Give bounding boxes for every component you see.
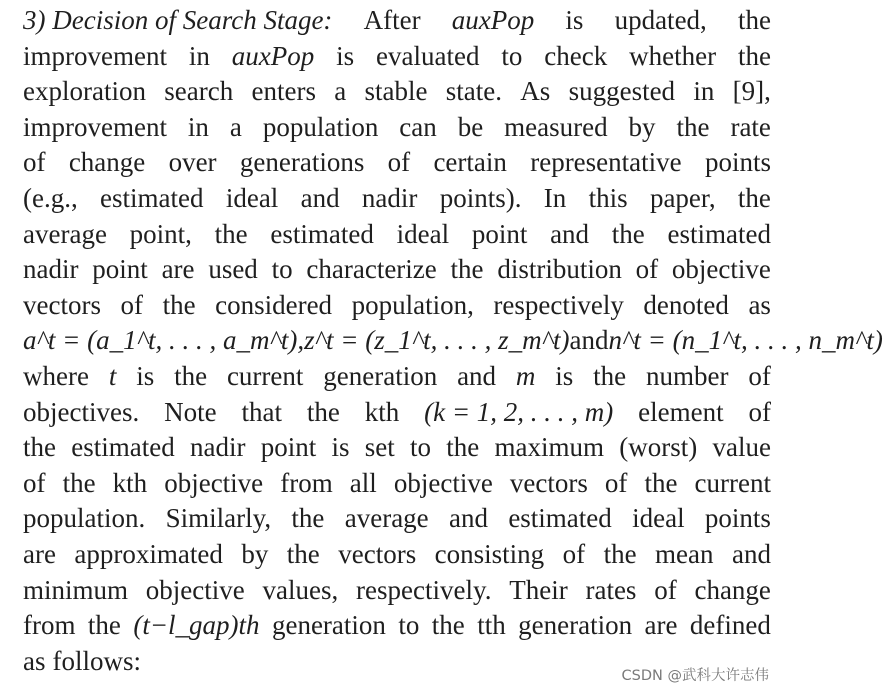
word: current: [226, 360, 304, 391]
text-line-14: [23, 466, 771, 502]
word: change: [694, 574, 771, 605]
word: generation: [518, 610, 633, 641]
word: the: [286, 538, 320, 569]
word: stable: [364, 76, 428, 107]
word: of: [120, 289, 144, 320]
text-line-2: [23, 39, 771, 75]
word: kth: [112, 467, 148, 498]
word: Their: [509, 574, 568, 605]
csdn-watermark: CSDN @武科大许志伟: [621, 668, 769, 684]
word: this: [588, 182, 628, 213]
word: the: [611, 218, 645, 249]
word: to: [271, 254, 293, 285]
text-line-17: [23, 573, 771, 609]
citation: [9],: [732, 76, 771, 107]
word: maximum: [494, 432, 604, 463]
word: point: [471, 218, 528, 249]
word: (worst): [619, 432, 698, 463]
word: value: [712, 432, 771, 463]
word: of: [23, 147, 46, 178]
word: Similarly,: [165, 503, 272, 534]
word: points: [704, 503, 771, 534]
word: improvement: [23, 40, 167, 71]
word: values,: [262, 574, 339, 605]
word: state.: [445, 76, 502, 107]
word: As: [520, 76, 551, 107]
word: follows:: [52, 645, 142, 676]
word: exploration: [23, 76, 146, 107]
word: whether: [629, 40, 717, 71]
word: population.: [23, 503, 146, 534]
word: the: [676, 111, 710, 142]
word: nadir: [189, 432, 246, 463]
word: points: [704, 147, 771, 178]
word: where: [23, 360, 89, 391]
word: a: [334, 76, 347, 107]
text-line-6: [23, 181, 771, 217]
word: rate: [730, 111, 771, 142]
word: nadir: [361, 182, 418, 213]
word: a: [229, 111, 242, 142]
word: of: [654, 574, 677, 605]
word: respectively: [493, 289, 624, 320]
word: in: [187, 111, 209, 142]
word: distribution: [497, 254, 622, 285]
word: set: [364, 432, 395, 463]
word: by: [628, 111, 656, 142]
word: the: [603, 538, 637, 569]
word: the: [162, 289, 196, 320]
word: current: [694, 467, 771, 498]
word: as: [748, 289, 771, 320]
word: average: [344, 503, 429, 534]
word: all: [349, 467, 377, 498]
word: change: [68, 147, 146, 178]
word: estimated: [270, 218, 374, 249]
math-nadir-point: n^t = (n_1^t, . . . , n_m^t): [608, 325, 883, 356]
word: the: [23, 432, 56, 463]
text-line-8: [23, 252, 771, 288]
word: over: [168, 147, 217, 178]
word: average: [23, 218, 107, 249]
word: In: [543, 182, 567, 213]
word: the: [306, 396, 340, 427]
word: tth: [477, 610, 506, 641]
word: mean: [655, 538, 714, 569]
word: the: [450, 254, 484, 285]
text-line-12: [23, 395, 771, 431]
text-line-3: [23, 74, 771, 110]
word: of: [604, 467, 628, 498]
word: point: [92, 254, 148, 285]
word: and: [731, 538, 771, 569]
word: improvement: [23, 111, 167, 142]
word: denoted: [643, 289, 729, 320]
word: the: [431, 610, 465, 641]
word: points).: [439, 182, 522, 213]
word: is: [555, 360, 574, 391]
section-heading: 3) Decision of Search Stage:: [23, 5, 333, 35]
word: is: [565, 5, 584, 35]
word: by: [241, 538, 269, 569]
text-line-10-math: [23, 323, 883, 359]
word: of: [748, 396, 771, 427]
word: objectives.: [23, 396, 140, 427]
word: the: [738, 40, 771, 71]
word: point: [260, 432, 317, 463]
text-line-18: [23, 608, 771, 644]
word: the: [446, 432, 480, 463]
word: consisting: [434, 538, 545, 569]
word: population,: [351, 289, 474, 320]
word: defined: [689, 610, 771, 641]
word: is: [331, 432, 350, 463]
word: estimated: [100, 182, 204, 213]
word: characterize: [306, 254, 437, 285]
word: vectors: [509, 467, 588, 498]
word: objective: [164, 467, 264, 498]
word: and: [550, 218, 590, 249]
word: in: [188, 40, 210, 71]
word: objective: [671, 254, 771, 285]
word: respectively.: [356, 574, 492, 605]
word: estimated: [71, 432, 175, 463]
word: are: [161, 254, 195, 285]
word: vectors: [23, 289, 101, 320]
word: the: [644, 467, 678, 498]
word: generations: [239, 147, 365, 178]
word: of: [748, 360, 771, 391]
word: kth: [364, 396, 400, 427]
word: from: [23, 610, 76, 641]
math-ideal-point: z^t = (z_1^t, . . . , z_m^t): [304, 325, 570, 356]
word: is: [336, 40, 355, 71]
text-line-9: [23, 288, 771, 324]
word: population: [262, 111, 379, 142]
word: vectors: [338, 538, 417, 569]
word: auxPop: [451, 5, 535, 35]
word: search: [164, 76, 234, 107]
word: generation: [323, 360, 438, 391]
word: generation: [271, 610, 386, 641]
math-expression: (k = 1, 2, . . . , m): [424, 396, 614, 427]
word: the: [593, 360, 627, 391]
word: in: [693, 76, 715, 107]
word: used: [208, 254, 258, 285]
word: the: [737, 5, 771, 35]
text-line-11: [23, 359, 771, 395]
word: and: [569, 325, 609, 356]
word: estimated: [508, 503, 612, 534]
word: be: [457, 111, 484, 142]
word: of: [562, 538, 586, 569]
paper-paragraph: [23, 3, 883, 679]
word: element: [638, 396, 724, 427]
word: and: [449, 503, 488, 534]
word: measured: [504, 111, 608, 142]
word: the: [62, 467, 96, 498]
text-line-4: [23, 110, 771, 146]
word: is: [136, 360, 155, 391]
word: the: [174, 360, 208, 391]
word: number: [646, 360, 729, 391]
word: (e.g.,: [23, 182, 78, 213]
word: ideal: [225, 182, 279, 213]
word: the: [87, 610, 121, 641]
text-line-13: [23, 430, 771, 466]
word: check: [544, 40, 608, 71]
word: After: [363, 5, 421, 35]
text-line-7: [23, 217, 771, 253]
word: enters: [251, 76, 316, 107]
text-line-15: [23, 501, 771, 537]
word: as: [23, 645, 46, 676]
word: nadir: [23, 254, 79, 285]
word: considered: [215, 289, 333, 320]
text-line-1: [23, 3, 771, 39]
math-expression: (t−l_gap)th: [133, 610, 260, 641]
word: to: [409, 432, 431, 463]
word: and: [457, 360, 497, 391]
word: the: [214, 218, 248, 249]
word: point,: [129, 218, 192, 249]
word: to: [398, 610, 420, 641]
word: paper,: [649, 182, 716, 213]
word: certain: [433, 147, 507, 178]
word: of: [635, 254, 659, 285]
word: approximated: [74, 538, 223, 569]
word: and: [300, 182, 340, 213]
math-var: m: [515, 360, 536, 391]
word: from: [280, 467, 333, 498]
word: representative: [530, 147, 682, 178]
text-line-5: [23, 145, 771, 181]
word: Note: [164, 396, 217, 427]
word: auxPop: [231, 40, 315, 71]
word: the: [291, 503, 325, 534]
word: ideal: [396, 218, 450, 249]
word: are: [644, 610, 678, 641]
word: to: [501, 40, 523, 71]
word: objective: [393, 467, 493, 498]
word: evaluated: [376, 40, 480, 71]
word: minimum: [23, 574, 129, 605]
word: ideal: [632, 503, 685, 534]
math-var: t: [108, 360, 117, 391]
word: updated,: [614, 5, 707, 35]
word: suggested: [568, 76, 676, 107]
math-average-point: a^t = (a_1^t, . . . , a_m^t),: [23, 325, 305, 356]
word: estimated: [667, 218, 771, 249]
word: rates: [585, 574, 637, 605]
word: the: [737, 182, 771, 213]
word: objective: [145, 574, 245, 605]
word: are: [23, 538, 56, 569]
word: of: [387, 147, 411, 178]
word: of: [23, 467, 46, 498]
text-line-16: [23, 537, 771, 573]
word: that: [241, 396, 282, 427]
word: can: [399, 111, 437, 142]
